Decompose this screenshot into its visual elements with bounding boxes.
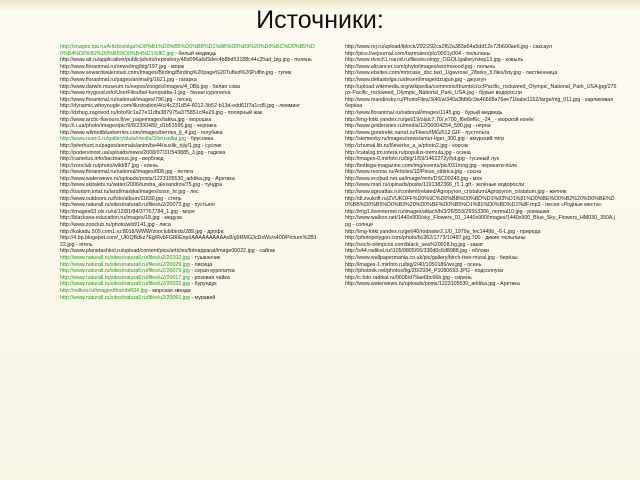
source-item: [345, 182, 617, 189]
source-item: [345, 275, 617, 282]
source-item: [60, 110, 318, 117]
source-link[interactable]: http://www.sewardwalerstaxi.com/Images/Birding/Birding%20page%20Tufted%20Puffin.jpg: [60, 70, 274, 77]
source-item: [345, 255, 617, 262]
source-item: [60, 150, 318, 157]
source-item: [60, 97, 318, 104]
source-label: - яблоки: [467, 248, 489, 255]
source-link[interactable]: http://dynamic.whoyougle.com/illustration/4/c/4c231d54-6012-3b52-b13d-edd61f7a1cd5.jpg: [60, 103, 275, 110]
source-label: - ягель: [74, 241, 93, 248]
source-item: [345, 51, 617, 58]
source-label: - осень: [462, 261, 482, 268]
source-item: [345, 123, 617, 130]
source-link[interactable]: http://i.i.ua/photo/images/pic/9/8/2330489_d1b51595.jpg: [60, 123, 192, 130]
source-link[interactable]: http://www.arctic-flavours.fi/ve_pageimages/takka.jpg: [60, 116, 185, 123]
source-item: [60, 235, 318, 248]
source-item: [345, 209, 617, 216]
source-item: [60, 117, 318, 124]
source-item: [60, 209, 318, 216]
source-link[interactable]: http://s44.radikal.ru/i105/0805/56/330d0c6d8988.jpg: [345, 248, 468, 255]
source-link[interactable]: http://kakadu.509.com1.ru:8018/WWW/zooclub/birds/289.jpg: [60, 228, 203, 235]
source-item: [345, 117, 617, 124]
source-label: - полярный жак: [223, 109, 263, 116]
source-link[interactable]: http://www.rej.ru/upload/iblock/292/292ca2f62a383a64a5dd12e72b690ae6.jpg: [345, 44, 529, 50]
source-link[interactable]: http://blacksea-education.ru/images/18.jpg: [60, 215, 160, 222]
source-label: - тюльпаны: [461, 50, 491, 57]
source-item: [345, 110, 617, 117]
source-link[interactable]: http://www.waterwews.ru/uploads/posts/1223105530_arktika.jpg: [60, 175, 211, 182]
source-link[interactable]: http://www.altcancer.com/phyto/images/wormwood.jpg: [345, 63, 473, 70]
source-link[interactable]: http://www.recnoe.ru/Articles/10/Pinus_sibirica.jpg: [345, 169, 463, 176]
source-link[interactable]: http://www.wilmottblueberries.com/images/berries_lj_4.jpg: [60, 129, 197, 136]
source-label: - сайгак: [254, 248, 275, 255]
source-label: - белая куропатка: [185, 90, 231, 97]
source-link[interactable]: http://www.deltastolga.ru/desert/image/dzugun.jpg: [345, 76, 463, 83]
source-link[interactable]: http://zhumal.lib.ru/l/leverko_a_a/photo2.jpg: [345, 142, 448, 149]
source-link[interactable]: http://www.floranimal.ru/national/images/808.jpg: [60, 169, 173, 176]
source-label: - голубика: [196, 129, 223, 136]
source-link[interactable]: http://siemenky.ru/images/news/amur-tiger_300.jpg: [345, 136, 465, 143]
source-label: - гагарка: [174, 76, 197, 83]
source-link[interactable]: http://www.dvsch1.narod.ru/files/ecology_OGOL/gallery/step13.jpg: [345, 57, 501, 64]
source-label: - пустельга: [460, 129, 490, 136]
source-label: - степь: [163, 195, 182, 202]
source-label: - черника: [191, 123, 217, 130]
source-link[interactable]: http://www.floranimal.ru/national/images/1145.jpg: [345, 109, 461, 116]
source-link[interactable]: http://www.mari.ru/uploads/posts/1191382366_f1.1.gif: [345, 182, 471, 189]
source-item: [60, 202, 318, 209]
source-link[interactable]: http://photosk.net/photos/bg/20/2934_P1080693.JPG: [345, 268, 470, 275]
source-label: - тушканчик: [189, 255, 221, 261]
source-item: [345, 248, 617, 255]
source-item: [60, 136, 318, 143]
source-link[interactable]: http://c.foto.radikal.ru/0606/d79ae6bc66b.jpg: [345, 274, 450, 281]
source-label: - море: [177, 208, 195, 215]
source-link[interactable]: http://www.mandinsky.ru/PhotoFiles/3/40/a/340a3fdb6c9a46668a76ee71babe1152/large/mg_011.jpg: [345, 96, 581, 103]
source-item: [345, 70, 617, 77]
source-label: - лес: [185, 189, 199, 196]
source-link[interactable]: http://www.floranimal.ru/news/img/big/197.jpg: [60, 63, 167, 70]
source-label: - подсолнухи: [469, 268, 504, 275]
source-item: [60, 268, 318, 275]
source-link[interactable]: http://www.mygood.info/UserFiles/bel-kuropatka-1.jpg: [60, 90, 186, 97]
source-label: - тупик: [273, 70, 292, 77]
source-item: [60, 281, 318, 288]
source-link[interactable]: http://bottega-magazine.com/img/events/pic/031mog.jpg: [345, 162, 477, 169]
source-item: [345, 163, 617, 170]
source-label: - берёзы: [494, 255, 518, 261]
source-label: - гадюка: [203, 149, 226, 156]
source-item: [60, 288, 318, 295]
source-item: [345, 150, 617, 157]
source-link[interactable]: http://www.floranimal.ru/pages/animal/g/1621.jpg: [60, 76, 175, 83]
source-label: - серая куропатка: [189, 268, 235, 275]
source-link[interactable]: http://www.floranimal.ru/national/images/796.jpg: [60, 96, 173, 103]
source-item: [345, 84, 617, 97]
source-link[interactable]: http://www.agroatlas.ru/content/related/Agropyron_cristatum/Agropyron_cristatum.jpg: [345, 189, 545, 196]
source-label: - корсак: [447, 142, 469, 149]
source-label: - лемминг: [274, 103, 301, 110]
source-link[interactable]: http://www.outdoors.ru/foto/album/11830.jpg: [60, 195, 164, 202]
source-link[interactable]: http://www.naturall.ru/sites/naturall.ru/files/u2/20017.jpg: [60, 274, 190, 281]
source-label: - сирень: [449, 274, 472, 281]
source-label: - дрофа: [202, 228, 224, 235]
source-link[interactable]: http://www.darwin.museum.ru/expos/zoogeo/images/4_0Bb.jpg: [60, 83, 208, 90]
source-label: - бурундук: [189, 281, 217, 288]
source-label: - осина: [451, 149, 471, 156]
source-label: - полень: [289, 57, 312, 64]
source-link[interactable]: http://www.naturall.ru/sites/naturall.ru/files/u2/20102.jpg: [60, 255, 190, 261]
source-item: [60, 248, 318, 255]
source-link[interactable]: http://www.goldenstes.ru/media/12/00004254_590.jpg: [345, 123, 472, 130]
source-link[interactable]: http://www.wallpapermania.co.uk/pic/gallery/birch-tree-mural.jpg: [345, 255, 495, 261]
source-link[interactable]: http://www.naturall.ru/sites/naturall.ru/files/u2/20029.jpg: [60, 261, 190, 268]
source-item: [345, 215, 617, 228]
source-item: [60, 163, 318, 170]
source-label: - дикие тюльпаны: [480, 235, 526, 242]
source-item: [60, 255, 318, 262]
source-label: - суслик: [200, 142, 222, 149]
source-link[interactable]: http://www.goratrekk.narod.ru/Flees/IMG/012.GIF: [345, 129, 461, 136]
source-label: - лисица: [189, 261, 213, 268]
source-link[interactable]: http://www.naturall.ru/sites/naturall.ru/files/u2/20032.jpg: [60, 281, 190, 288]
source-item: [345, 235, 617, 242]
source-label: - гусиный лук: [464, 156, 499, 163]
source-label: - амурский тигр: [464, 136, 505, 143]
source-label: - лиственница: [520, 70, 558, 77]
source-link[interactable]: http://www.skitalets.ru/water/2006/tundra_alexandrov/75.jpg: [60, 182, 201, 189]
source-item: [60, 84, 318, 91]
source-label: - морская звезда: [147, 287, 191, 294]
source-item: [345, 77, 617, 84]
source-item: [60, 64, 318, 71]
source-item: [60, 196, 318, 203]
source-label: - саксаул: [528, 44, 553, 50]
source-label: - джузгун: [462, 76, 487, 83]
source-item: [60, 123, 318, 130]
source-label: - тундра: [200, 182, 222, 189]
source-label: - летяга: [172, 169, 194, 176]
source-link[interactable]: http://www.ecobud.net.ua/image/moh/DSC00243.jpg: [345, 175, 469, 182]
source-item: [345, 143, 617, 150]
source-link[interactable]: http://www.naturall.ru/sites/naturall.ru/files/u2/20061.jpg: [60, 294, 190, 301]
source-link[interactable]: http://catalog.tm.intera.ru/populus-tremula.jpg: [345, 149, 452, 156]
source-item: [60, 189, 318, 196]
source-item: [60, 57, 318, 64]
source-label: - зелёные водоросли: [470, 182, 525, 189]
source-label: - перекати-поле: [476, 162, 518, 169]
source-label: - верблюд: [137, 156, 164, 163]
source-item: [60, 156, 318, 163]
source-label: - житняк: [544, 189, 567, 196]
source-item: [60, 77, 318, 84]
source-label: - бурый медведь: [460, 109, 503, 116]
source-item: [345, 44, 617, 51]
source-link[interactable]: http://www.naturall.ru/sites/naturall.ru/files/u2/20073.jpg: [60, 202, 190, 209]
source-item: [345, 57, 617, 64]
source-item: [60, 229, 318, 236]
source-link[interactable]: http://dzhug.zagovod.ru/foto/9c1a27e11dfa387975a375851cf4e29.jpg: [60, 109, 224, 116]
source-link[interactable]: http://images.qai.ru/Articles/olga%D0%B1%D0%B5%D0%BB%D1%8B%D0%B9%20%D0%BC%D0%B5%D0%B4%D0%B2%D0%B5%D0%B4%D1%8C.jpg: [60, 44, 315, 57]
source-item: [60, 176, 318, 183]
source-item: [60, 70, 318, 77]
source-link[interactable]: http://www.ebsites.com/mmcase_doc.taxl_1/gavrose_2/birks_5.files/lsty.jpg: [345, 70, 521, 77]
source-label: - Арктика: [495, 281, 520, 288]
source-link[interactable]: http://www.planetashkol.ru/upload/content/pics/articles/fotoapparat/image00022.jpg: [60, 248, 255, 255]
source-label: - закат: [465, 241, 484, 248]
source-label: - белый медведь: [173, 50, 217, 57]
source-item: [345, 169, 617, 176]
source-item: [345, 281, 617, 288]
source-item: [345, 97, 617, 110]
source-label: - нерпа: [471, 123, 491, 130]
source-item: [60, 215, 318, 222]
source-link[interactable]: http://images03.olx.ru/ui/12/81/84/37767784_1.jpg: [60, 208, 178, 215]
source-link[interactable]: http://dl.zvukoff.ru/ZVUKOFF%D0%9C%D0%B8%D0%BD%D1%83%D1%81%D0%BE%D0%B2%20%D0%BE%D0%BB%D0%B5%D0%B3%20%D0%BF%D0%B5%D1%81%D0%BD%D1%8F.mp3: [345, 195, 615, 209]
source-label: - морской конёк: [493, 116, 534, 123]
source-item: [345, 189, 617, 196]
source-item: [60, 275, 318, 282]
source-link[interactable]: http://images-0.mirfoto.ru/big/1/59/1462272y/hd.jpg: [345, 156, 465, 163]
source-link[interactable]: http://upload.wikimedia.org/wikipedia/commons/thumb/c/cc/Pacific_rockweed_Olympic_National_Park_USA.jpg/275px-Pacific_rockweed_Olympic_National_Park_USA.jpg: [345, 83, 617, 97]
source-link[interactable]: http://www.walkoo.net/1440x900/sky_Flowers_01_1440x900/images/1440x900_Blue_Sky_Flowers_HM030_350A.jpg: [345, 215, 616, 229]
source-label: - природа: [515, 228, 541, 235]
source-item: [60, 130, 318, 137]
source-item: [345, 196, 617, 209]
source-label: - сосна: [462, 169, 482, 176]
source-label: - песня «Родные места»: [540, 202, 602, 209]
source-item: [60, 44, 318, 57]
source-link[interactable]: http://images-1.mirfoto.ru/big/2/40/1050186/wv.jpg: [345, 261, 463, 268]
source-link[interactable]: http://img-fotki.yandex.ru/get/19/olalc7.70/.e700_f6e8ef6c_-24_: [345, 116, 494, 123]
source-item: [60, 182, 318, 189]
source-label: - медуза: [159, 215, 182, 222]
source-link[interactable]: http://www.naturall.ru/sites/naturall.ru/files/u2/20079.jpg: [60, 268, 190, 275]
source-link[interactable]: http://piterhunt.ru/pages/animals/anim/be44/suslik_rijiy/1.jpg: [60, 142, 201, 149]
source-label: - песец: [172, 96, 192, 103]
source-item: [60, 169, 318, 176]
source-link[interactable]: http://sochi-olimpcos.com/black_sea%20028.bg.jpg: [345, 241, 466, 248]
source-item: [60, 90, 318, 97]
source-label: - олень: [138, 162, 159, 169]
source-link[interactable]: http://4.bp.blogspot.com/_UKiQBdkz7Eg/RvbFG80EnpI/AAAAAAAAAAx8/g9RMG3cDsWs/s400/Picture%2B122.jpg: [60, 235, 317, 248]
source-item: [345, 130, 617, 137]
source-label: - муравей: [189, 294, 216, 301]
source-link[interactable]: http://www.waterwews.ru/uploads/posts/1223105530_arktika.jpg: [345, 281, 496, 288]
source-label: - солнце: [350, 222, 374, 229]
source-item: [345, 136, 617, 143]
source-item: [60, 262, 318, 269]
source-item: [60, 103, 318, 110]
source-link[interactable]: http://pics.livejournal.com/barmaleo/pic/0001y004: [345, 50, 462, 57]
source-label: - Арктика: [210, 175, 235, 182]
source-label: - розовая чайка: [189, 274, 230, 281]
source-item: [345, 156, 617, 163]
sources-list-right: [340, 44, 617, 288]
source-label: - ковыль: [500, 57, 524, 64]
source-item: [345, 262, 617, 269]
source-label: - ромашки: [522, 208, 550, 215]
source-item: [345, 64, 617, 71]
sources-list-left: [55, 44, 318, 301]
source-link[interactable]: http://camelus.info/bactrianus.jpg: [60, 156, 138, 163]
source-link[interactable]: http://podervinost.ua/uploads/news/2008/07/31/543885_3.jpg: [60, 149, 204, 156]
source-link[interactable]: http://milkov.ru/images/thumb/604.jpg: [60, 287, 148, 294]
source-item: [345, 176, 617, 183]
source-link[interactable]: http://tourism.intat.ru/land/marijka/images/sosn_hr.jpg: [60, 189, 186, 196]
source-label: - морошка: [184, 116, 212, 123]
source-label: - карликовая берёза: [345, 96, 614, 110]
source-link[interactable]: http://www.zooclub.ru/photo/wild/141.jpg: [60, 222, 155, 229]
source-label: - лиса: [154, 222, 171, 229]
source-item: [345, 242, 617, 249]
source-label: - бурые водоросли: [474, 90, 522, 97]
page-title: Источники:: [256, 6, 384, 34]
source-label: - морж: [166, 63, 185, 70]
source-link[interactable]: http://photopolygon.com/photo/fs/362/1773/10487.jpg.700: [345, 235, 481, 242]
source-link[interactable]: http://img1.liveinternet.ru/images/attach/b/3/26/553/26553366_normal10.jpg: [345, 208, 523, 215]
source-label: - пустыня: [189, 202, 215, 209]
source-label: - мох: [468, 175, 482, 182]
source-item: [60, 222, 318, 229]
source-link[interactable]: http://zooclub.ru/photo/wild/87.jpg: [60, 162, 139, 169]
source-item: [60, 295, 318, 302]
source-label: - белая сова: [207, 83, 240, 90]
source-item: [345, 229, 617, 236]
source-item: [345, 268, 617, 275]
source-label: - брусника: [186, 136, 214, 143]
source-link[interactable]: http://www.ait.ru/application/public/photo/repository/48d096a6d9dec4b8bd53188c44c25ad_big.jpg: [60, 57, 290, 64]
source-link[interactable]: http://www.rsam1.ru/gallery/data/media/3/brusnika.jpg: [60, 136, 187, 143]
source-link[interactable]: http://img-fotki.yandex.ru/get/40/rodnaler2.1/0_1979a_fec1449b_-6-L.jpg: [345, 228, 516, 235]
source-item: [60, 143, 318, 150]
source-label: - полынь: [472, 63, 496, 70]
